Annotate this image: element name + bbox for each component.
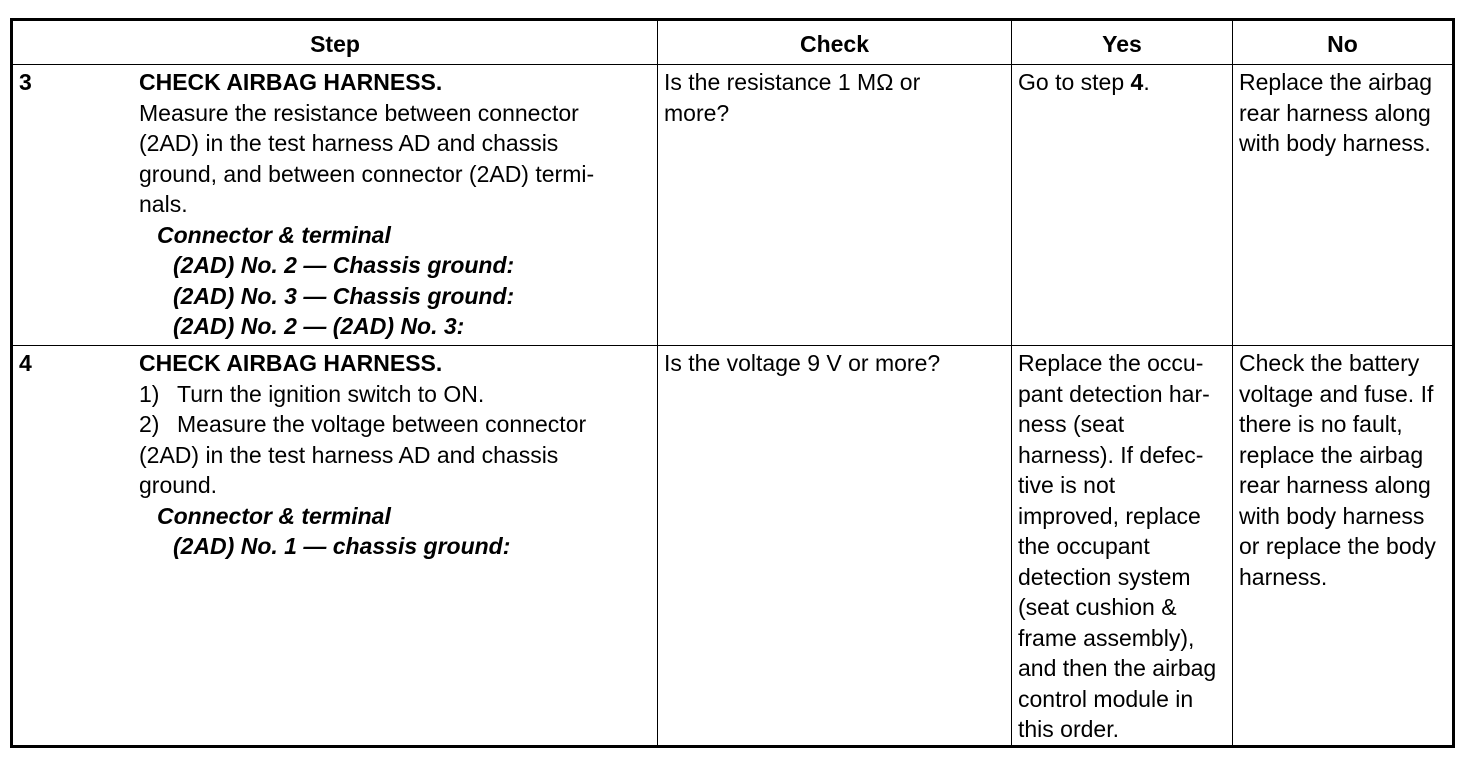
no-line: with body harness. [1239, 130, 1431, 156]
no-line: Check the battery [1239, 350, 1420, 376]
yes-line: this order. [1018, 716, 1119, 742]
step-cell [12, 65, 658, 346]
spec-item: (2AD) No. 2 — Chassis ground: [173, 252, 515, 278]
header-step: Step [12, 20, 658, 65]
header-no: No [1233, 20, 1454, 65]
yes-line: tive is not [1018, 472, 1116, 498]
substep-text: Measure the voltage between connector [177, 411, 587, 437]
table-row [12, 346, 1454, 747]
no-cell [1233, 65, 1454, 346]
yes-line: control module in [1018, 685, 1194, 712]
table-row [12, 65, 1454, 346]
step-text-line: ground. [139, 472, 218, 498]
step-body [139, 348, 639, 562]
yes-line: Replace the occu- [1018, 350, 1204, 376]
header-yes: Yes [1012, 20, 1233, 65]
no-line: rear harness along [1239, 472, 1431, 498]
check-cell [658, 65, 1012, 346]
no-line: or replace the body [1239, 533, 1436, 559]
step-number: 4 [19, 350, 32, 376]
yes-line: harness). If defec- [1018, 441, 1204, 468]
step-body [139, 67, 639, 342]
substep-text: Turn the ignition switch to ON. [177, 380, 485, 407]
yes-cell [1012, 65, 1233, 346]
no-line: with body harness [1239, 502, 1425, 529]
spec-item: (2AD) No. 3 — Chassis ground: [173, 282, 515, 309]
step-title: CHECK AIRBAG HARNESS. [139, 69, 443, 95]
no-cell [1233, 346, 1454, 747]
step-reference: 4 [1130, 69, 1144, 95]
step-text-line: (2AD) in the test harness AD and chassis [139, 441, 559, 468]
yes-line: ness (seat [1018, 411, 1125, 437]
spec-item: (2AD) No. 1 — chassis ground: [173, 533, 511, 559]
spec-item: (2AD) No. 2 — (2AD) No. 3: [173, 313, 465, 339]
step-cell [12, 346, 658, 747]
yes-line: frame assembly), [1018, 624, 1195, 651]
yes-line: pant detection har- [1018, 380, 1210, 407]
spec-title: Connector & terminal [157, 221, 391, 248]
diagnostic-table [10, 18, 1455, 748]
check-line: Is the resistance 1 MΩ or [664, 69, 921, 95]
step-number: 3 [19, 69, 32, 95]
step-text-line: Measure the resistance between connector [139, 99, 579, 126]
no-line: replace the airbag [1239, 441, 1424, 468]
yes-line: improved, replace [1018, 502, 1201, 529]
substep [139, 409, 639, 440]
check-line: more? [664, 99, 730, 126]
substep-label: 2) [139, 411, 160, 437]
no-line: rear harness along [1239, 99, 1431, 126]
check-cell [658, 346, 1012, 747]
yes-line: and then the airbag [1018, 655, 1217, 681]
yes-text: Go to step 4. [1018, 69, 1150, 95]
yes-line: the occupant [1018, 533, 1150, 559]
yes-line: (seat cushion & [1018, 594, 1177, 620]
substep [139, 379, 639, 410]
step-text-line: nals. [139, 191, 188, 217]
header-row [12, 20, 1454, 65]
no-line: there is no fault, [1239, 411, 1403, 437]
no-line: voltage and fuse. If [1239, 380, 1434, 407]
spec-title: Connector & terminal [157, 502, 391, 529]
step-title: CHECK AIRBAG HARNESS. [139, 350, 443, 376]
check-line: Is the voltage 9 V or more? [664, 350, 941, 376]
yes-line: detection system [1018, 563, 1191, 590]
no-line: harness. [1239, 563, 1328, 590]
header-check: Check [658, 20, 1012, 65]
no-line: Replace the airbag [1239, 69, 1433, 95]
substep-label: 1) [139, 380, 160, 407]
yes-cell [1012, 346, 1233, 747]
step-text-line: (2AD) in the test harness AD and chassis [139, 130, 559, 156]
step-text-line: ground, and between connector (2AD) termi- [139, 160, 595, 187]
